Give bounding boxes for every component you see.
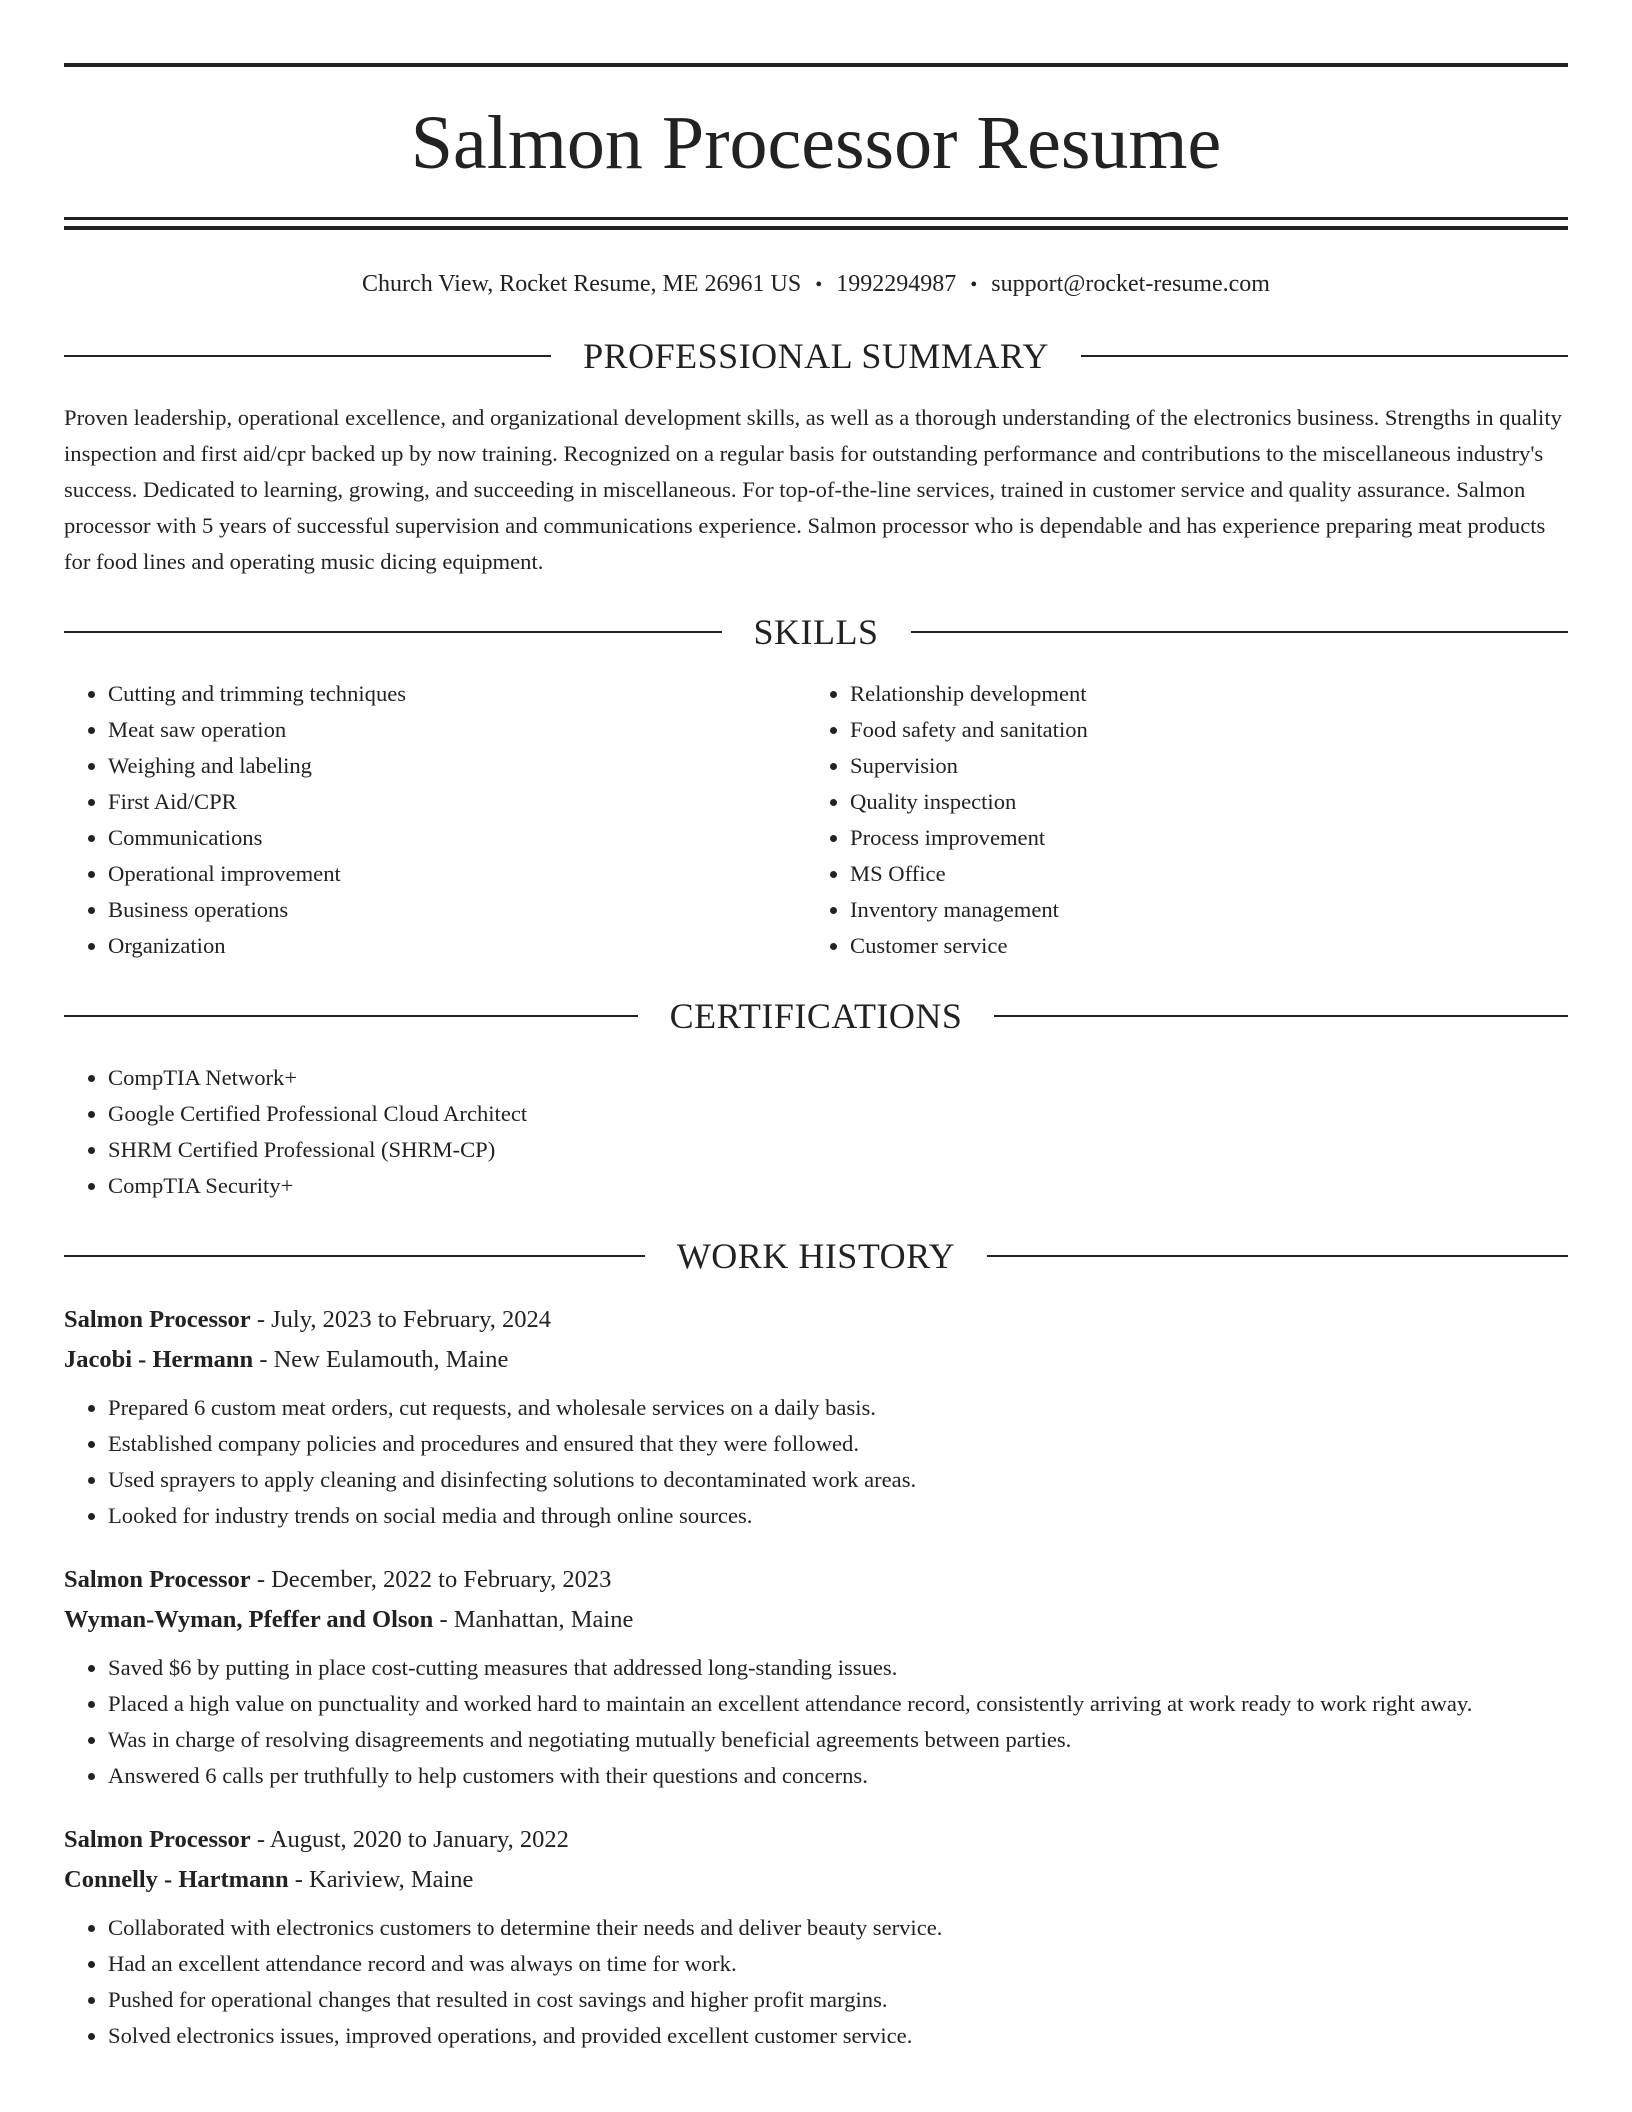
job-bullet: • Prepared 6 custom meat orders, cut requests, and wholesale services on a daily basis.	[108, 1390, 1568, 1426]
skill-item: • Business operations	[108, 892, 806, 928]
header-double-rule	[64, 217, 1568, 230]
summary-heading-label: PROFESSIONAL SUMMARY	[583, 335, 1049, 376]
job-location: - Manhattan, Maine	[433, 1605, 634, 1633]
contact-email: support@rocket-resume.com	[991, 270, 1270, 297]
skill-item: • Inventory management	[850, 892, 1548, 928]
job-dates: - July, 2023 to February, 2024	[250, 1305, 552, 1333]
skill-item: • Customer service	[850, 928, 1548, 964]
job-company-line	[64, 1860, 1568, 1900]
resume-page	[64, 0, 1568, 2054]
job-bullet: • Looked for industry trends on social media and through online sources.	[108, 1498, 1568, 1534]
skills-heading	[64, 602, 1568, 662]
certification-item: • Google Certified Professional Cloud Architect	[108, 1096, 1568, 1132]
certification-item: • SHRM Certified Professional (SHRM-CP)	[108, 1132, 1568, 1168]
job-bullet: • Used sprayers to apply cleaning and disinfecting solutions to decontaminated work areas.	[108, 1462, 1568, 1498]
job-entry	[64, 1560, 1568, 1794]
job-bullets	[64, 1390, 1568, 1534]
certifications-list	[64, 1060, 1568, 1204]
divider	[987, 1255, 1568, 1257]
contact-separator: •	[970, 273, 978, 296]
skills-columns	[64, 676, 1568, 964]
certifications-heading-label: CERTIFICATIONS	[669, 995, 963, 1036]
job-title-line	[64, 1820, 1568, 1860]
work-history-heading	[64, 1226, 1568, 1286]
contact-separator: •	[815, 273, 823, 296]
skill-item: • Supervision	[850, 748, 1548, 784]
skill-item: • MS Office	[850, 856, 1548, 892]
contact-line	[64, 264, 1568, 304]
job-bullet: • Pushed for operational changes that resulted in cost savings and higher profit margins.	[108, 1982, 1568, 2018]
divider	[64, 1015, 638, 1017]
job-title-line	[64, 1560, 1568, 1600]
job-bullets	[64, 1910, 1568, 2054]
divider	[911, 631, 1569, 633]
divider	[1081, 355, 1568, 357]
divider	[64, 631, 722, 633]
divider	[994, 1015, 1568, 1017]
skill-item: • Weighing and labeling	[108, 748, 806, 784]
page-title: Salmon Processor Resume	[410, 101, 1222, 185]
divider	[64, 1255, 645, 1257]
job-company: Connelly - Hartmann	[64, 1865, 289, 1893]
skills-list-left	[64, 676, 806, 964]
work-history-heading-label: WORK HISTORY	[676, 1235, 956, 1276]
skill-item: • Organization	[108, 928, 806, 964]
job-bullet: • Solved electronics issues, improved operations, and provided excellent customer service.	[108, 2018, 1568, 2054]
job-bullet: • Was in charge of resolving disagreements and negotiating mutually beneficial agreements between parties.	[108, 1722, 1568, 1758]
skills-list-right	[806, 676, 1548, 964]
job-entry	[64, 1820, 1568, 2054]
job-company-line	[64, 1600, 1568, 1640]
job-title: Salmon Processor	[64, 1565, 251, 1593]
skill-item: • Cutting and trimming techniques	[108, 676, 806, 712]
job-dates: - August, 2020 to January, 2022	[250, 1825, 569, 1853]
job-bullet: • Collaborated with electronics customers to determine their needs and deliver beauty service.	[108, 1910, 1568, 1946]
summary-text: Proven leadership, operational excellence, and organizational development skills, as well as a thorough understanding of the electronics business. Strengths in quality inspection and first aid/cpr backed up by now training. Recognized on a regular basis for outstanding performance and contributions to the miscellaneous industry's success. Dedicated to learning, growing, and succeeding in miscellaneous. For top-of-the-line services, trained in customer service and quality assurance. Salmon processor with 5 years of successful supervision and communications experience. Salmon processor who is dependable and has experience preparing meat products for food lines and operating music dicing equipment.	[64, 404, 1562, 574]
job-bullet: • Placed a high value on punctuality and worked hard to maintain an excellent attendance record, consistently arriving at work ready to work right away.	[108, 1686, 1568, 1722]
summary-heading	[64, 326, 1568, 386]
skill-item: • Relationship development	[850, 676, 1548, 712]
job-bullet: • Saved $6 by putting in place cost-cutting measures that addressed long-standing issues.	[108, 1650, 1568, 1686]
skill-item: • First Aid/CPR	[108, 784, 806, 820]
job-title: Salmon Processor	[64, 1305, 251, 1333]
certifications-heading	[64, 986, 1568, 1046]
skill-item: • Operational improvement	[108, 856, 806, 892]
header-top-rule	[64, 63, 1568, 67]
job-bullet: • Answered 6 calls per truthfully to help customers with their questions and concerns.	[108, 1758, 1568, 1794]
job-bullet: • Had an excellent attendance record and was always on time for work.	[108, 1946, 1568, 1982]
job-location: - New Eulamouth, Maine	[253, 1345, 509, 1373]
skills-heading-label: SKILLS	[753, 611, 879, 652]
job-title: Salmon Processor	[64, 1825, 251, 1853]
job-bullet: • Established company policies and procedures and ensured that they were followed.	[108, 1426, 1568, 1462]
skill-item: • Food safety and sanitation	[850, 712, 1548, 748]
job-location: - Kariview, Maine	[288, 1865, 474, 1893]
job-bullets	[64, 1650, 1568, 1794]
divider	[64, 355, 551, 357]
job-dates: - December, 2022 to February, 2023	[250, 1565, 612, 1593]
certification-item: • CompTIA Security+	[108, 1168, 1568, 1204]
skill-item: • Meat saw operation	[108, 712, 806, 748]
contact-phone: 1992294987	[836, 270, 957, 297]
skill-item: • Process improvement	[850, 820, 1548, 856]
job-company: Wyman-Wyman, Pfeffer and Olson	[64, 1605, 434, 1633]
job-entry	[64, 1300, 1568, 1534]
job-title-line	[64, 1300, 1568, 1340]
job-company-line	[64, 1340, 1568, 1380]
contact-address: Church View, Rocket Resume, ME 26961 US	[362, 270, 802, 297]
job-company: Jacobi - Hermann	[64, 1345, 254, 1373]
skill-item: • Quality inspection	[850, 784, 1548, 820]
certification-item: • CompTIA Network+	[108, 1060, 1568, 1096]
skill-item: • Communications	[108, 820, 806, 856]
